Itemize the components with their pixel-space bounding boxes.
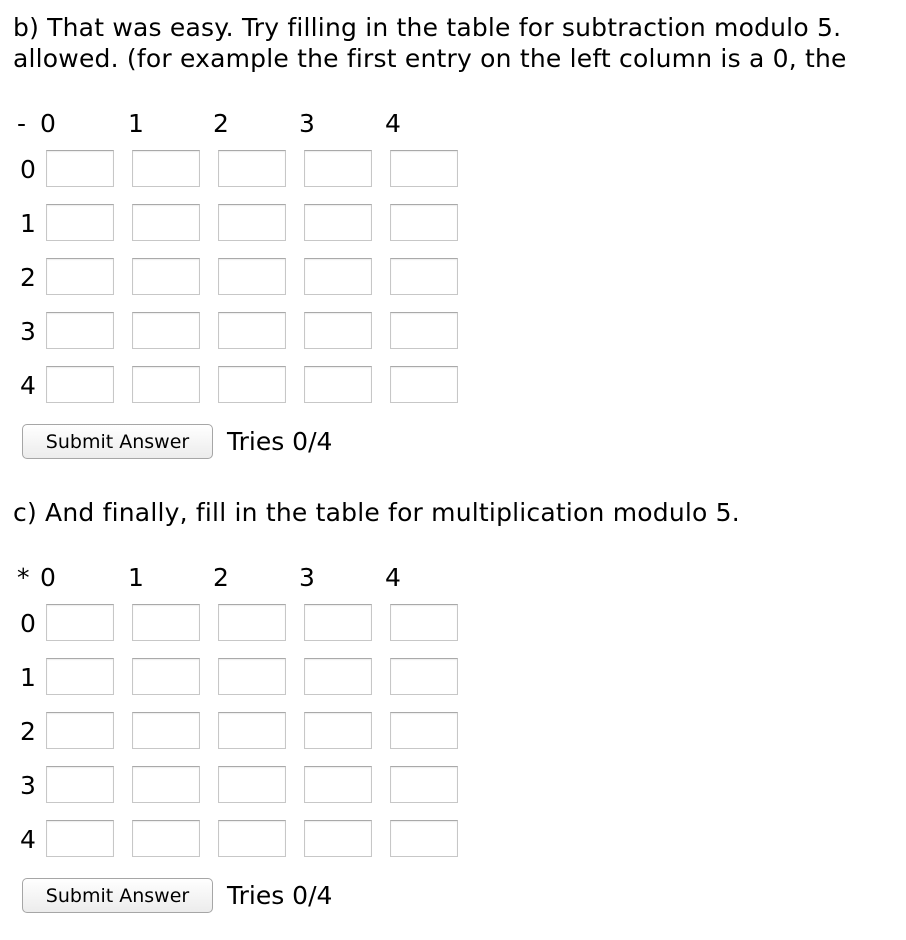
- subtraction-tries-counter: Tries 0/4: [227, 427, 333, 456]
- subtraction-cell-3-2[interactable]: [218, 312, 286, 349]
- subtraction-cell-1-3[interactable]: [304, 204, 372, 241]
- multiplication-cell-1-2[interactable]: [218, 658, 286, 695]
- multiplication-col-header: 0: [40, 563, 56, 592]
- subtraction-cell-2-1[interactable]: [132, 258, 200, 295]
- multiplication-cell-0-3[interactable]: [304, 604, 372, 641]
- subtraction-cell-4-1[interactable]: [132, 366, 200, 403]
- subtraction-cell-2-4[interactable]: [390, 258, 458, 295]
- subtraction-cell-4-0[interactable]: [46, 366, 114, 403]
- subtraction-cell-1-0[interactable]: [46, 204, 114, 241]
- multiplication-row-header: 2: [20, 717, 36, 746]
- subtraction-cell-3-0[interactable]: [46, 312, 114, 349]
- multiplication-operator: *: [17, 563, 30, 592]
- subtraction-operator: -: [17, 109, 27, 138]
- subtraction-cell-4-3[interactable]: [304, 366, 372, 403]
- subtraction-cell-2-3[interactable]: [304, 258, 372, 295]
- multiplication-cell-1-3[interactable]: [304, 658, 372, 695]
- subtraction-cell-0-1[interactable]: [132, 150, 200, 187]
- subtraction-cell-3-4[interactable]: [390, 312, 458, 349]
- multiplication-cell-4-3[interactable]: [304, 820, 372, 857]
- subtraction-cell-2-2[interactable]: [218, 258, 286, 295]
- subtraction-cell-0-0[interactable]: [46, 150, 114, 187]
- multiplication-cell-4-4[interactable]: [390, 820, 458, 857]
- multiplication-cell-3-2[interactable]: [218, 766, 286, 803]
- subtraction-cell-0-2[interactable]: [218, 150, 286, 187]
- question-b-line-1: b) That was easy. Try filling in the table for subtraction modulo 5.: [13, 13, 842, 42]
- subtraction-cell-3-1[interactable]: [132, 312, 200, 349]
- multiplication-cell-3-4[interactable]: [390, 766, 458, 803]
- multiplication-cell-3-1[interactable]: [132, 766, 200, 803]
- multiplication-cell-1-4[interactable]: [390, 658, 458, 695]
- multiplication-tries-counter: Tries 0/4: [227, 881, 333, 910]
- subtraction-cell-2-0[interactable]: [46, 258, 114, 295]
- subtraction-cell-1-4[interactable]: [390, 204, 458, 241]
- subtraction-cell-0-3[interactable]: [304, 150, 372, 187]
- multiplication-cell-0-1[interactable]: [132, 604, 200, 641]
- multiplication-row-header: 3: [20, 771, 36, 800]
- multiplication-row-header: 4: [20, 825, 36, 854]
- multiplication-cell-1-1[interactable]: [132, 658, 200, 695]
- multiplication-cell-2-0[interactable]: [46, 712, 114, 749]
- multiplication-cell-4-1[interactable]: [132, 820, 200, 857]
- question-b-line-2: allowed. (for example the first entry on the left column is a 0, the: [13, 44, 847, 73]
- question-c-text: c) And finally, fill in the table for multiplication modulo 5.: [13, 498, 740, 527]
- subtraction-cell-0-4[interactable]: [390, 150, 458, 187]
- subtraction-cell-1-1[interactable]: [132, 204, 200, 241]
- subtraction-col-header: 3: [299, 109, 315, 138]
- subtraction-col-header: 0: [40, 109, 56, 138]
- multiplication-cell-3-3[interactable]: [304, 766, 372, 803]
- multiplication-submit-button[interactable]: Submit Answer: [22, 878, 213, 913]
- subtraction-submit-button[interactable]: Submit Answer: [22, 424, 213, 459]
- multiplication-cell-2-2[interactable]: [218, 712, 286, 749]
- subtraction-col-header: 4: [385, 109, 401, 138]
- multiplication-cell-2-4[interactable]: [390, 712, 458, 749]
- multiplication-cell-3-0[interactable]: [46, 766, 114, 803]
- subtraction-cell-3-3[interactable]: [304, 312, 372, 349]
- subtraction-cell-1-2[interactable]: [218, 204, 286, 241]
- question-b-text: [13, 12, 906, 74]
- multiplication-cell-0-0[interactable]: [46, 604, 114, 641]
- subtraction-row-header: 4: [20, 371, 36, 400]
- multiplication-cell-2-3[interactable]: [304, 712, 372, 749]
- multiplication-cell-0-2[interactable]: [218, 604, 286, 641]
- subtraction-col-header: 1: [128, 109, 144, 138]
- multiplication-cell-2-1[interactable]: [132, 712, 200, 749]
- subtraction-col-header: 2: [213, 109, 229, 138]
- subtraction-cell-4-2[interactable]: [218, 366, 286, 403]
- multiplication-col-header: 2: [213, 563, 229, 592]
- multiplication-cell-4-2[interactable]: [218, 820, 286, 857]
- multiplication-cell-4-0[interactable]: [46, 820, 114, 857]
- subtraction-row-header: 0: [20, 155, 36, 184]
- multiplication-row-header: 1: [20, 663, 36, 692]
- multiplication-cell-0-4[interactable]: [390, 604, 458, 641]
- multiplication-col-header: 1: [128, 563, 144, 592]
- multiplication-col-header: 3: [299, 563, 315, 592]
- multiplication-row-header: 0: [20, 609, 36, 638]
- multiplication-cell-1-0[interactable]: [46, 658, 114, 695]
- multiplication-col-header: 4: [385, 563, 401, 592]
- subtraction-cell-4-4[interactable]: [390, 366, 458, 403]
- subtraction-row-header: 1: [20, 209, 36, 238]
- subtraction-row-header: 2: [20, 263, 36, 292]
- subtraction-row-header: 3: [20, 317, 36, 346]
